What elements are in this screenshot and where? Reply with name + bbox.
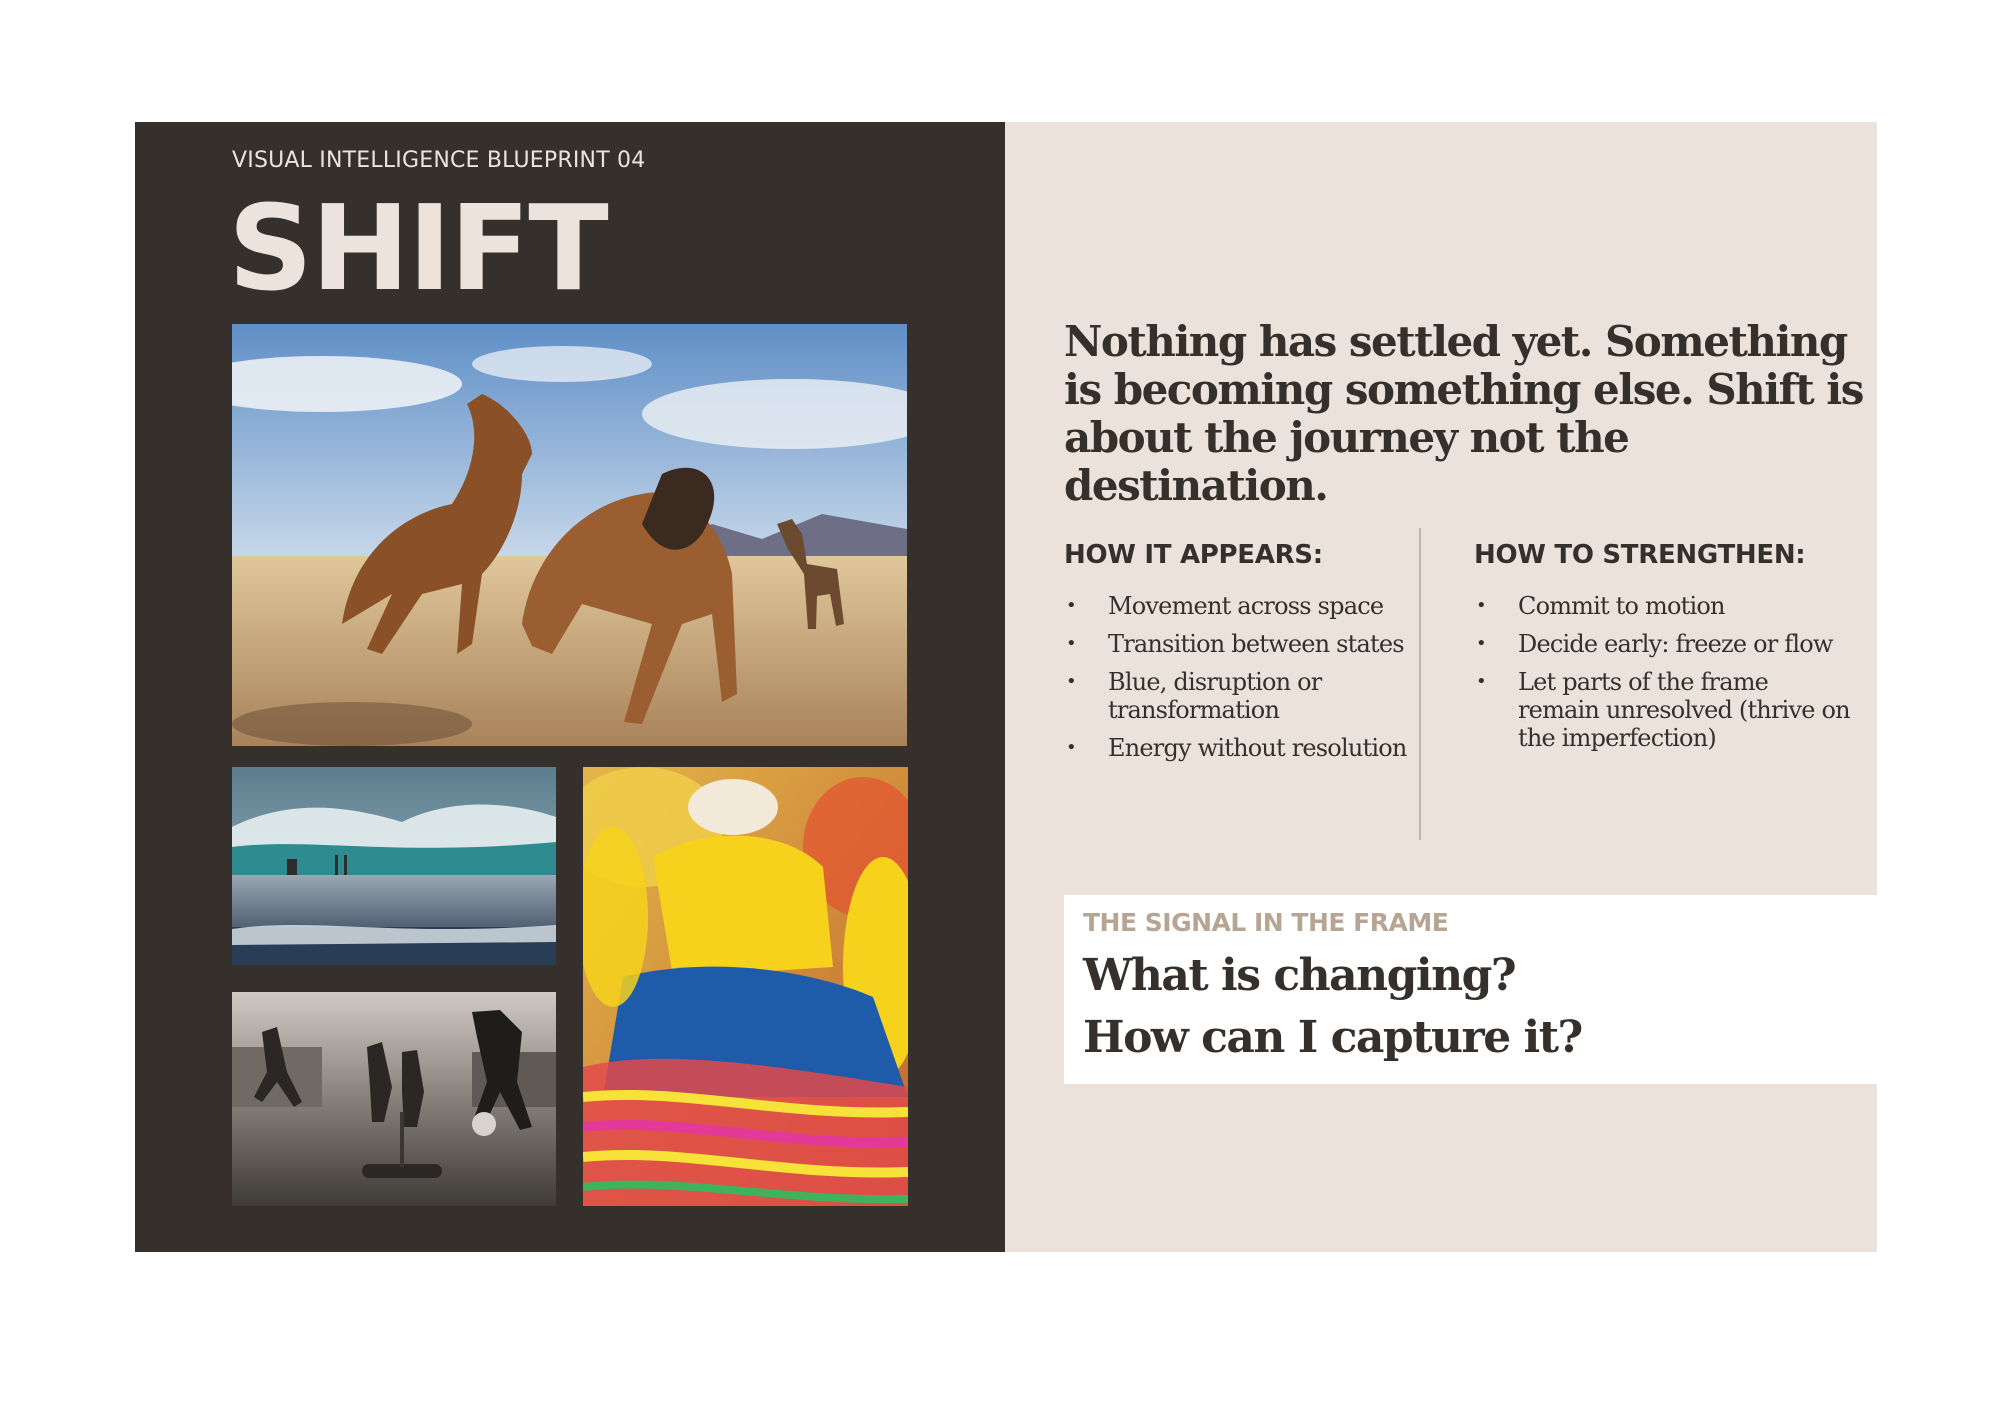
series-kicker: VISUAL INTELLIGENCE BLUEPRINT 04 <box>232 148 646 173</box>
list-item-text: Energy without resolution <box>1108 734 1407 762</box>
bullet-icon: • <box>1066 737 1076 758</box>
appears-list <box>1064 592 1414 772</box>
list-item <box>1064 592 1414 620</box>
signal-question-2: How can I capture it? <box>1083 1012 1582 1063</box>
column-divider <box>1419 528 1421 840</box>
street-soccer-photo <box>232 992 556 1206</box>
signal-label: THE SIGNAL IN THE FRAME <box>1083 908 1449 937</box>
list-item-text: Let parts of the frame remain unresolved (thrive on the imperfection) <box>1518 668 1850 752</box>
list-item-text: Blue, disruption or transformation <box>1108 668 1322 724</box>
list-item <box>1064 668 1414 724</box>
bullet-icon: • <box>1066 595 1076 616</box>
bullet-icon: • <box>1476 633 1486 654</box>
lead-statement: Nothing has settled yet. Something is becoming something else. Shift is about the journey not the destination. <box>1064 317 1863 510</box>
waves-photo <box>232 767 556 965</box>
list-item-text: Commit to motion <box>1518 592 1725 620</box>
how-to-strengthen-heading: HOW TO STRENGTHEN: <box>1474 540 1806 570</box>
horses-photo <box>232 324 907 746</box>
strengthen-list <box>1474 592 1854 762</box>
list-item <box>1474 630 1854 658</box>
bullet-icon: • <box>1476 671 1486 692</box>
bullet-icon: • <box>1066 671 1076 692</box>
list-item <box>1474 668 1854 752</box>
list-item-text: Movement across space <box>1108 592 1384 620</box>
list-item-text: Transition between states <box>1108 630 1404 658</box>
bullet-icon: • <box>1066 633 1076 654</box>
list-item <box>1064 630 1414 658</box>
list-item <box>1064 734 1414 762</box>
dancers-photo <box>583 767 908 1206</box>
how-it-appears-heading: HOW IT APPEARS: <box>1064 540 1323 570</box>
list-item <box>1474 592 1854 620</box>
list-item-text: Decide early: freeze or flow <box>1518 630 1833 658</box>
bullet-icon: • <box>1476 595 1486 616</box>
page-title: SHIFT <box>228 179 607 317</box>
signal-question-1: What is changing? <box>1083 950 1516 1001</box>
